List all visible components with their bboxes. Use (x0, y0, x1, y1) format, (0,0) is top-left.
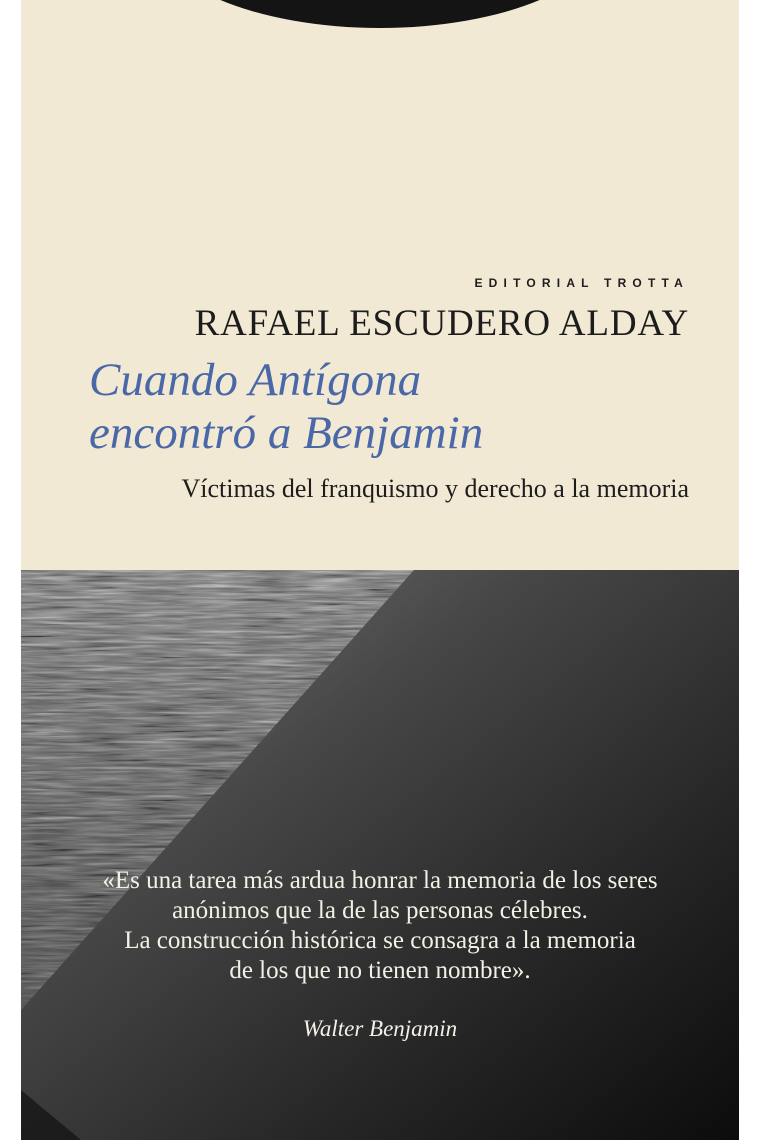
quote-attribution: Walter Benjamin (302, 1016, 458, 1041)
book-title-line-2: encontró a Benjamin (89, 407, 484, 459)
book-cover (21, 0, 739, 1140)
book-subtitle: Víctimas del franquismo y derecho a la memoria (181, 474, 689, 503)
author-name: RAFAEL ESCUDERO ALDAY (194, 303, 689, 344)
quote-line-3: La construcción histórica se consagra a la memoria (124, 927, 636, 954)
epigraph-quote (21, 866, 739, 986)
quote-line-2: anónimos que la de las personas célebres. (172, 897, 588, 924)
book-title (89, 354, 729, 460)
book-title-line-1: Cuando Antígona (89, 354, 422, 406)
top-arc-decoration (152, 0, 608, 28)
publisher-name: EDITORIAL TROTTA (474, 276, 689, 290)
quote-line-1: «Es una tarea más ardua honrar la memoria de los seres (102, 867, 658, 894)
cover-photograph (21, 570, 739, 1140)
quote-line-4: de los que no tienen nombre». (229, 957, 531, 984)
